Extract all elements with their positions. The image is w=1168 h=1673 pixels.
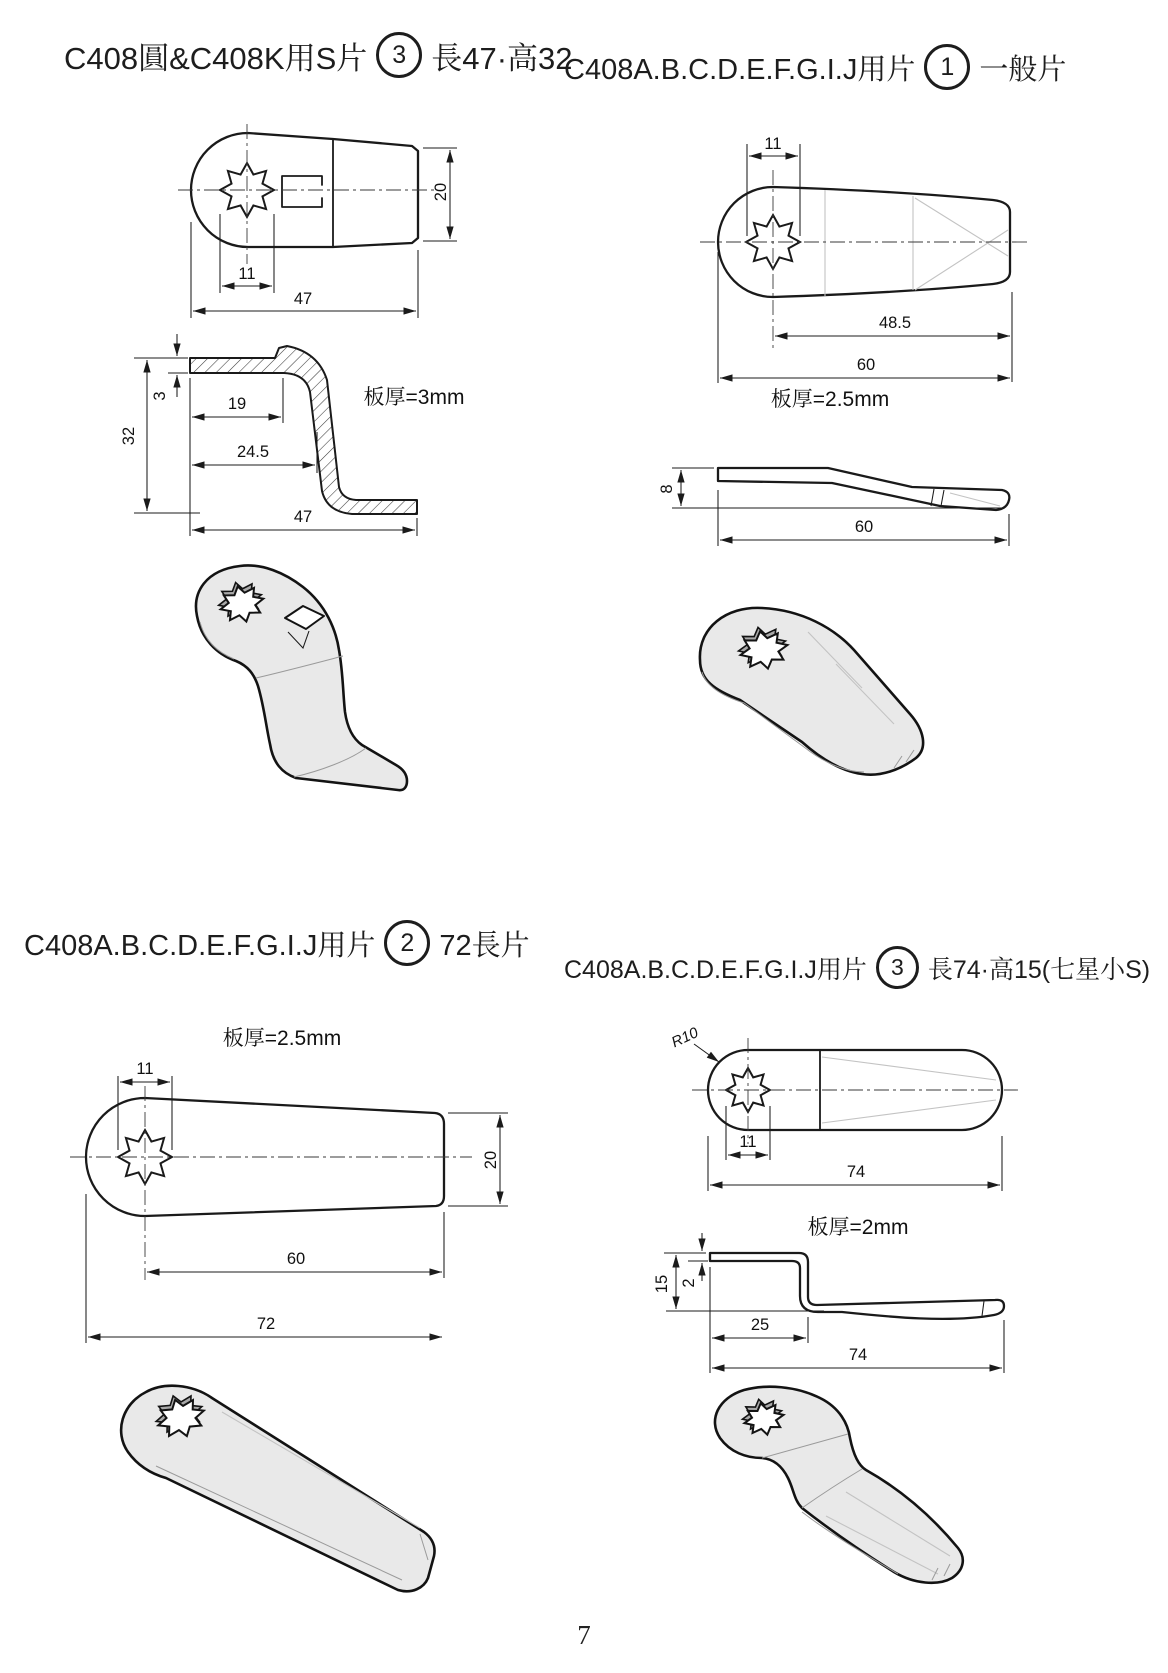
panel2-number-badge: 1: [924, 44, 970, 90]
side-profile: [718, 468, 1009, 510]
dim-20: 20: [482, 1150, 500, 1170]
panel4-side-view: [653, 1233, 1004, 1373]
dim-60: 60: [856, 356, 876, 374]
thickness-note: 板厚=3mm: [363, 386, 465, 409]
side-profile: [710, 1253, 1004, 1319]
panel1-subtitle: 長47·高32: [431, 40, 573, 76]
dim-60: 60: [286, 1250, 306, 1268]
dim-11: 11: [764, 135, 782, 153]
panel1-3d-view: [196, 565, 407, 790]
panel2-title-text: C408A.B.C.D.E.F.G.I.J用片: [564, 53, 916, 86]
panel3-number-badge: 2: [384, 920, 430, 966]
slot-cutout: [282, 176, 322, 207]
dim-8: 8: [658, 484, 676, 494]
panel2-3d-view: [700, 608, 923, 775]
panel1-side-view: [120, 334, 464, 536]
dim-25: 25: [750, 1316, 770, 1334]
dim-24_5: 24.5: [236, 443, 270, 461]
panel3-top-view: [70, 1027, 508, 1343]
panel4-subtitle: 長74·高15(七星小S): [927, 955, 1151, 984]
dim-19: 19: [227, 395, 247, 413]
panel3-3d-view: [121, 1386, 434, 1592]
dim-47: 47: [293, 290, 313, 308]
panel4-3d-view: [715, 1387, 963, 1583]
panel1-top-view: [178, 124, 457, 318]
panel2-subtitle: 一般片: [979, 53, 1067, 86]
page-number: 7: [577, 1620, 591, 1650]
panel3-subtitle: 72長片: [439, 929, 530, 962]
dim-72: 72: [256, 1315, 276, 1333]
panel1-number-badge: 3: [376, 32, 422, 78]
panel3-title-text: C408A.B.C.D.E.F.G.I.J用片: [24, 929, 376, 962]
dim-15: 15: [653, 1274, 671, 1294]
dim-3: 3: [151, 391, 169, 401]
panel1-title-text: C408圓&C408K用S片: [64, 40, 368, 76]
dim-74-side: 74: [848, 1346, 868, 1364]
thickness-note: 板厚=2.5mm: [222, 1027, 342, 1050]
thickness-note: 板厚=2.5mm: [770, 388, 890, 411]
panel4-top-view: [669, 1024, 1018, 1239]
panel4-number-badge: 3: [876, 946, 919, 989]
dim-20: 20: [432, 182, 450, 202]
panel4-title-text: C408A.B.C.D.E.F.G.I.J用片: [564, 955, 867, 984]
panel2-top-view: [700, 135, 1030, 411]
dim-11: 11: [136, 1060, 154, 1078]
dim-32: 32: [120, 426, 138, 446]
dim-74: 74: [846, 1163, 866, 1181]
dim-2: 2: [680, 1278, 698, 1288]
dim-11: 11: [739, 1133, 757, 1151]
dim-47-side: 47: [293, 508, 313, 526]
dim-48_5: 48.5: [878, 314, 912, 332]
thickness-note: 板厚=2mm: [807, 1216, 909, 1239]
dim-11: 11: [238, 265, 256, 283]
radius-callout: R10: [668, 1024, 702, 1052]
section-profile: [190, 346, 417, 514]
dim-60-side: 60: [854, 518, 874, 536]
panel2-side-view: [658, 468, 1009, 546]
